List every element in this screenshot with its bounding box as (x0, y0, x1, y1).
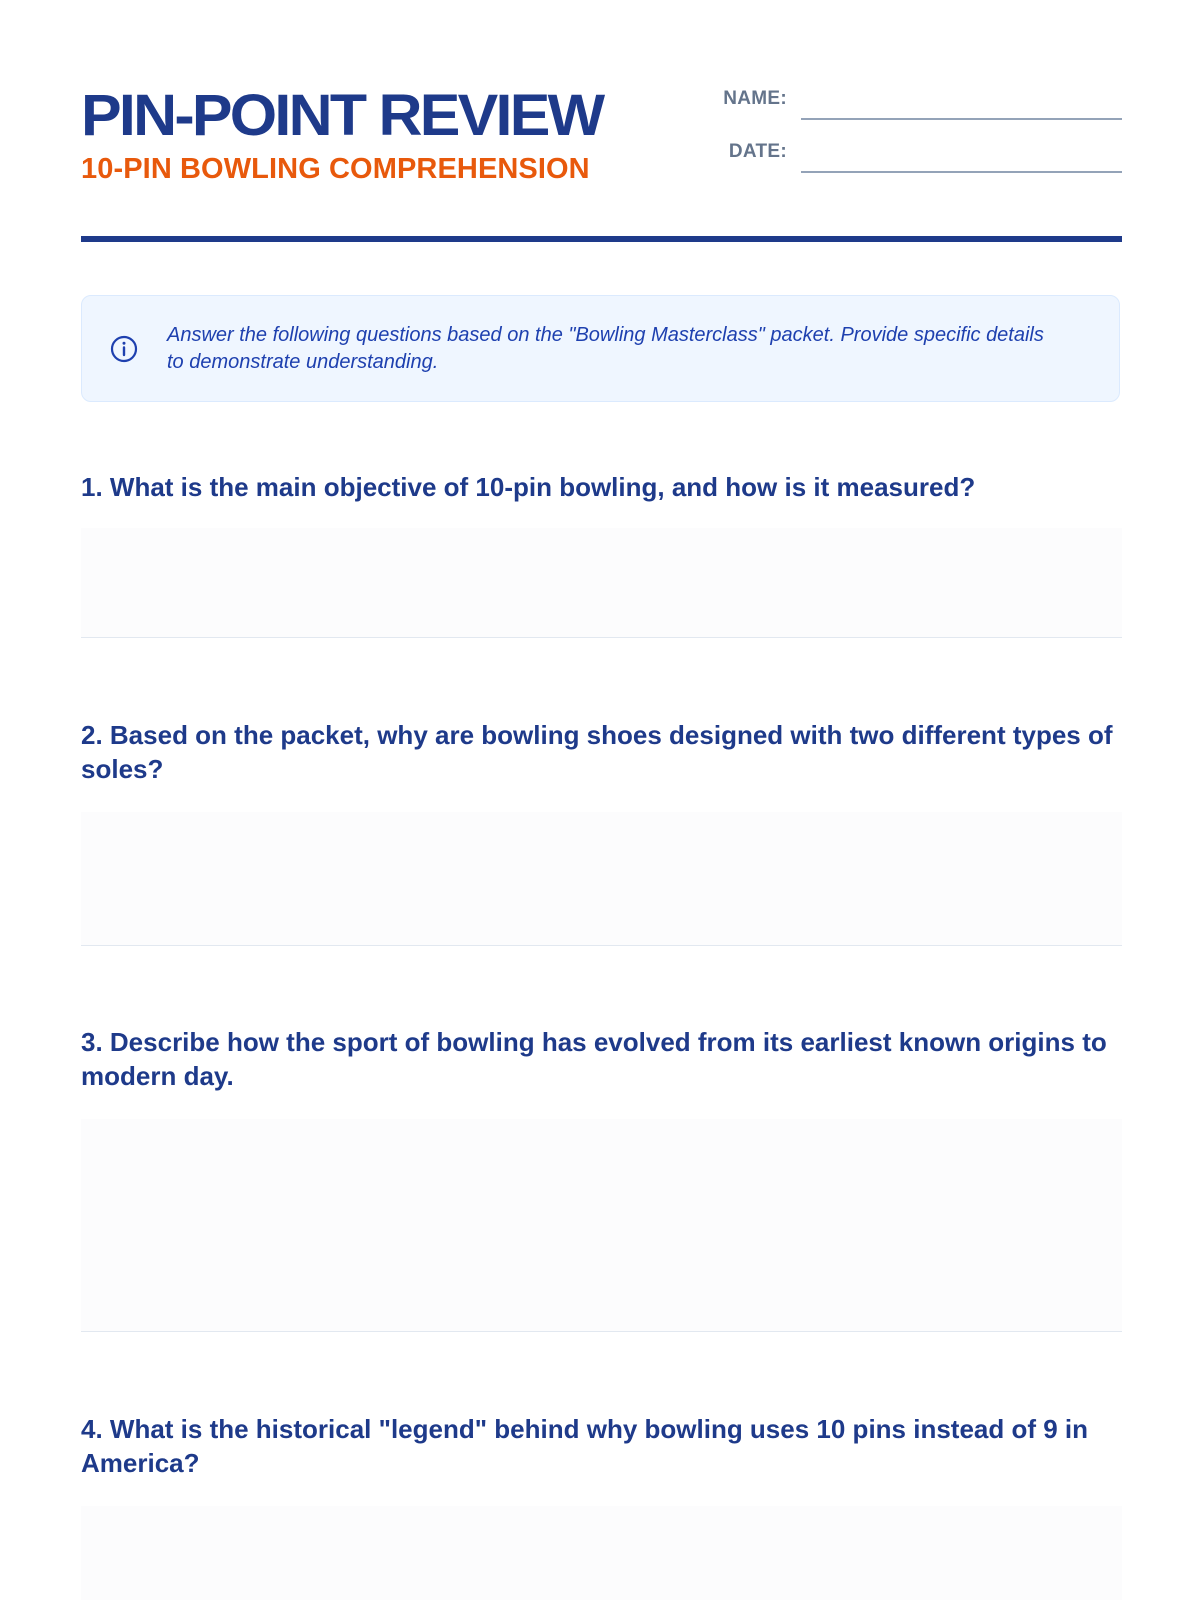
worksheet-header (81, 0, 1122, 242)
question-text: 1. What is the main objective of 10-pin bowling, and how is it measured? (81, 472, 976, 502)
date-label: DATE: (728, 141, 787, 162)
worksheet-page (81, 0, 1122, 1478)
question-3 (81, 1025, 1122, 1093)
name-field[interactable] (801, 118, 1122, 120)
answer-box-1[interactable] (81, 528, 1122, 638)
info-icon (110, 335, 138, 363)
page-subtitle: 10-PIN BOWLING COMPREHENSION (81, 153, 590, 185)
page-title: PIN-POINT REVIEW (81, 83, 603, 148)
question-text: 2. Based on the packet, why are bowling shoes designed with two different types of soles? (81, 720, 1113, 784)
question-text: 4. What is the historical "legend" behind why bowling uses 10 pins instead of 9 in America? (81, 1414, 1089, 1478)
answer-box-2[interactable] (81, 812, 1122, 946)
header-divider (81, 236, 1122, 242)
instructions-text: Answer the following questions based on the "Bowling Masterclass" packet. Provide specific details to demonstrate understanding. (167, 324, 1044, 373)
question-text: 3. Describe how the sport of bowling has evolved from its earliest known origins to modern day. (81, 1027, 1107, 1091)
name-field-row (711, 86, 1122, 139)
date-field[interactable] (801, 171, 1122, 173)
date-field-row (711, 139, 1122, 192)
question-2 (81, 718, 1122, 786)
name-label: NAME: (723, 88, 787, 109)
instructions-box (81, 295, 1120, 402)
question-1 (81, 470, 1122, 504)
answer-box-4[interactable] (81, 1506, 1122, 1600)
student-fields (711, 86, 1122, 192)
answer-box-3[interactable] (81, 1119, 1122, 1332)
question-4 (81, 1412, 1122, 1480)
